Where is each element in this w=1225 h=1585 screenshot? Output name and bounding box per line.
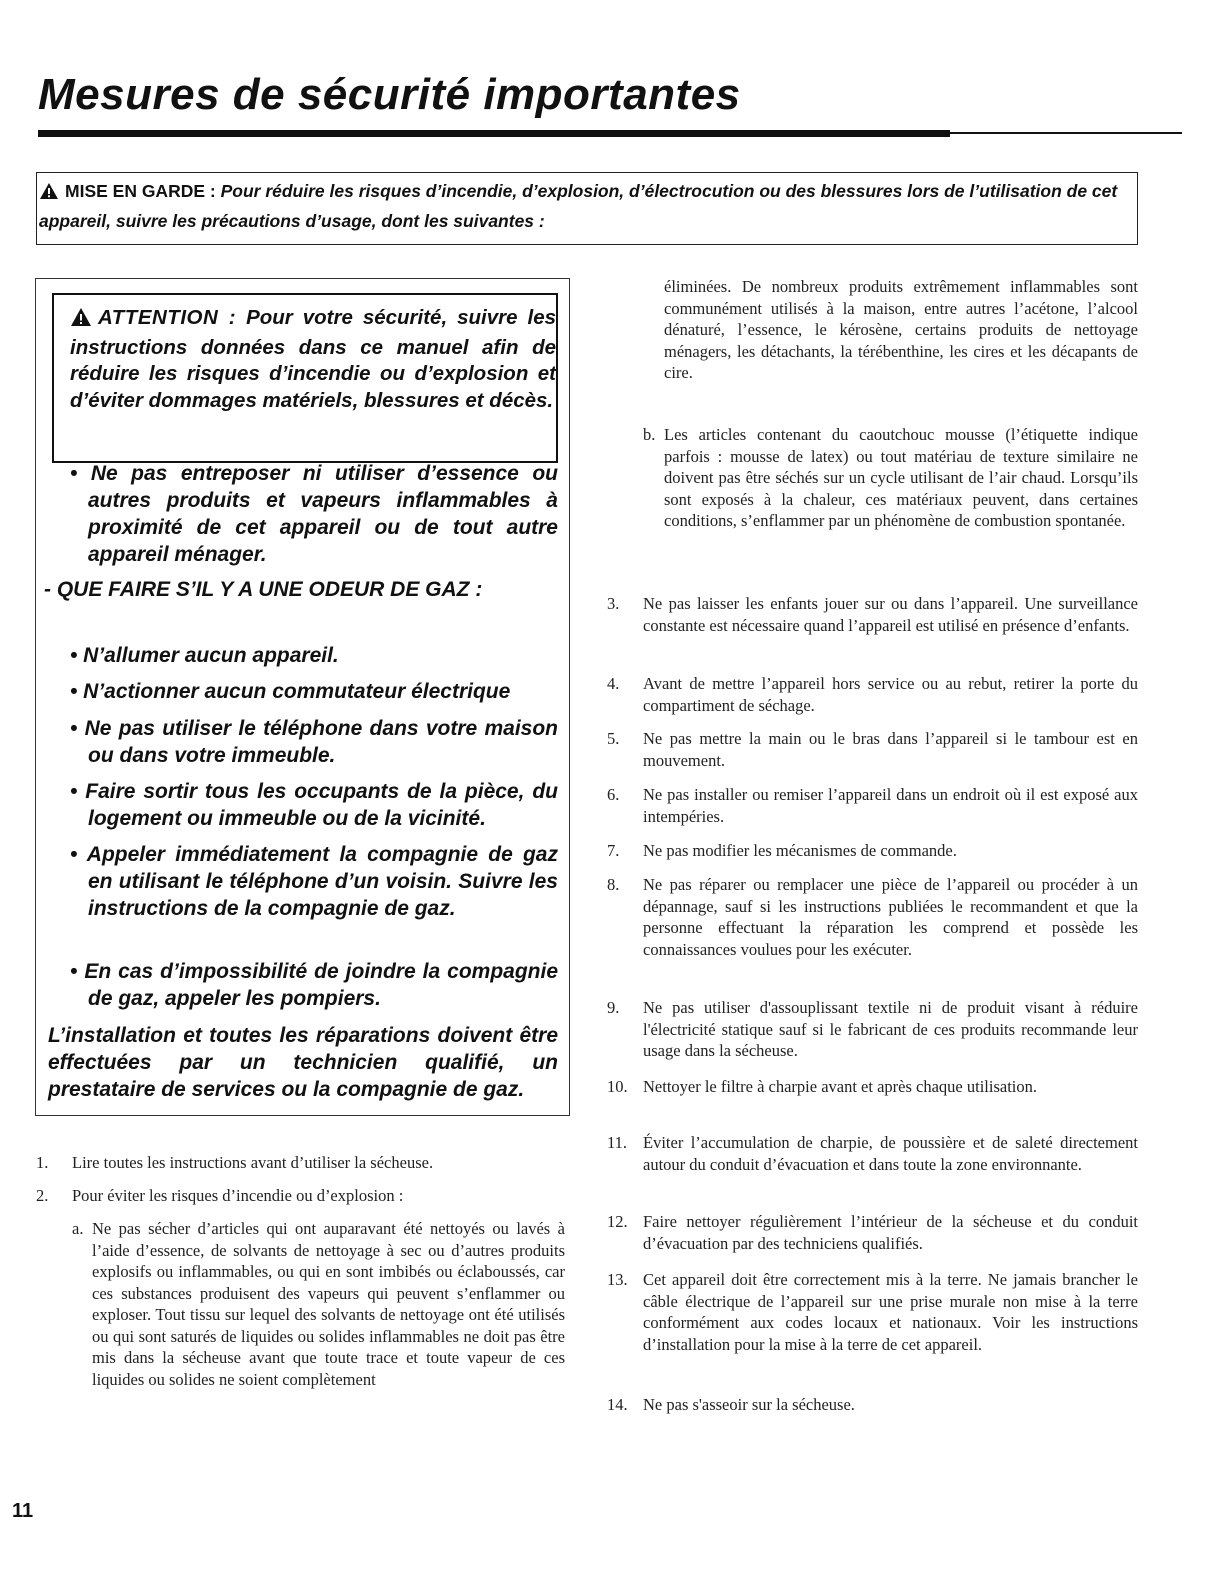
instruction-item-4: 4. Avant de mettre l’appareil hors service ou au rebut, retirer la porte du compartiment de séchage.: [607, 674, 1138, 715]
installation-note: L’installation et toutes les réparations doivent être effectuées par un technicien qualifié, un prestataire de services ou la compagnie de gaz.: [48, 1024, 558, 1101]
list-item: • Faire sortir tous les occupants de la pièce, du logement ou immeuble ou de la vicinité.: [70, 780, 558, 830]
list-item: • En cas d’impossibilité de joindre la compagnie de gaz, appeler les pompiers.: [70, 960, 558, 1010]
instruction-item-2a-continued: éliminées. De nombreux produits extrêmement inflammables sont communément utilisés à la maison, entre autres l’acétone, l’alcool dénaturé, l’essence, le kérosène, certains produits de nettoyage ménagers, les détachants, la térébenthine, les cires et les décapants de cire.: [664, 277, 1138, 382]
page-number: 11: [12, 1500, 34, 1522]
title-underline: [38, 130, 950, 137]
warning-triangle-icon: [39, 181, 59, 208]
warning-box: [36, 172, 1138, 245]
instruction-item-9: 9. Ne pas utiliser d'assouplissant textile ni de produit visant à réduire l'électricité statique sauf si le fabricant de ces produits recommande leur usage dans la sécheuse.: [607, 998, 1138, 1060]
instruction-item-11: 11. Éviter l’accumulation de charpie, de poussière et de saleté directement autour du conduit d’évacuation et dans toute la zone environnante.: [607, 1133, 1138, 1174]
instruction-item-2: 2. Pour éviter les risques d’incendie ou d’explosion :: [36, 1186, 404, 1205]
instruction-item-5: 5. Ne pas mettre la main ou le bras dans l’appareil si le tambour est en mouvement.: [607, 729, 1138, 770]
gas-odor-heading: - QUE FAIRE S’IL Y A UNE ODEUR DE GAZ :: [44, 578, 483, 601]
warning-text: Pour réduire les risques d’incendie, d’explosion, d’électrocution ou des blessures lors de l’utilisation de cet appareil, suivre les précautions d’usage, dont les suivantes :: [39, 181, 1118, 231]
list-item: • Appeler immédiatement la compagnie de gaz en utilisant le téléphone d’un voisin. Suivre les instructions de la compagnie de gaz.: [70, 843, 558, 920]
title-underline-extension: [950, 132, 1182, 134]
list-item: • N’actionner aucun commutateur électrique: [70, 680, 511, 703]
instruction-item-1: 1. Lire toutes les instructions avant d’utiliser la sécheuse.: [36, 1153, 434, 1172]
page-title: Mesures de sécurité importantes: [38, 70, 741, 119]
instruction-item-7: 7. Ne pas modifier les mécanismes de commande.: [607, 841, 957, 860]
attention-text: Pour votre sécurité, suivre les instructions données dans ce manuel afin de réduire les risques d’incendie ou d’explosion et d’éviter dommages matériels, blessures et décès.: [70, 306, 557, 412]
instruction-item-10: 10. Nettoyer le filtre à charpie avant et après chaque utilisation.: [607, 1077, 1037, 1096]
warning-label: MISE EN GARDE :: [65, 181, 216, 201]
warning-triangle-icon: [70, 307, 92, 335]
list-item: • Ne pas utiliser le téléphone dans votre maison ou dans votre immeuble.: [70, 717, 558, 767]
instruction-item-14: 14. Ne pas s'asseoir sur la sécheuse.: [607, 1395, 855, 1414]
instruction-item-3: 3. Ne pas laisser les enfants jouer sur ou dans l’appareil. Une surveillance constante est nécessaire quand l’appareil est utilisé en présence d’enfants.: [607, 594, 1138, 635]
instruction-item-8: 8. Ne pas réparer ou remplacer une pièce de l’appareil ou procéder à un dépannage, sauf si les instructions publiées le recommandent et que la personne effectuant la réparation les comprend et possède les connaissances voulues pour les exécuter.: [607, 875, 1138, 959]
list-item: • N’allumer aucun appareil.: [70, 644, 339, 667]
instruction-item-6: 6. Ne pas installer ou remiser l’appareil dans un endroit où il est exposé aux intempéries.: [607, 785, 1138, 826]
instruction-item-13: 13. Cet appareil doit être correctement mis à la terre. Ne jamais brancher le câble électrique de l’appareil sur une prise murale non mise à la terre conformément aux codes locaux et nationaux. Voir les instructions d’installation pour la mise à la terre de cet appareil.: [607, 1270, 1138, 1354]
instruction-item-12: 12. Faire nettoyer régulièrement l’intérieur de la sécheuse et du conduit d’évacuation par des techniciens qualifiés.: [607, 1212, 1138, 1253]
instruction-item-2b: b. Les articles contenant du caoutchouc mousse (l’étiquette indique parfois : mousse de latex) ou tout matériau de texture similaire ne doivent pas être séchés sur un cycle utilisant de l’air chaud. Lorsqu’ils sont exposés à la chaleur, ces matériaux peuvent, dans certaines conditions, s’enflammer par un phénomène de combustion spontanée.: [643, 425, 1138, 530]
attention-box: [52, 293, 558, 463]
attention-label: ATTENTION :: [98, 306, 237, 329]
storage-warning: • Ne pas entreposer ni utiliser d’essence ou autres produits et vapeurs inflammables à proximité de cet appareil ou de tout autre appareil ménager.: [70, 462, 558, 566]
instruction-item-2a: a. Ne pas sécher d’articles qui ont auparavant été nettoyés ou lavés à l’aide d’essence, de solvants de nettoyage à sec ou d’autres produits explosifs ou inflammables, ou qui en sont imbibés ou éclaboussés, car ces substances produisent des vapeurs qui peuvent s’enflammer ou exploser. Tout tissu sur lequel des solvants de nettoyage ont été utilisés ou qui sont saturés de liquides ou solides inflammables ne doit pas être mis dans la sécheuse avant que toute trace et toute vapeur de ces liquides ou solides ne soient complètement: [72, 1219, 565, 1389]
